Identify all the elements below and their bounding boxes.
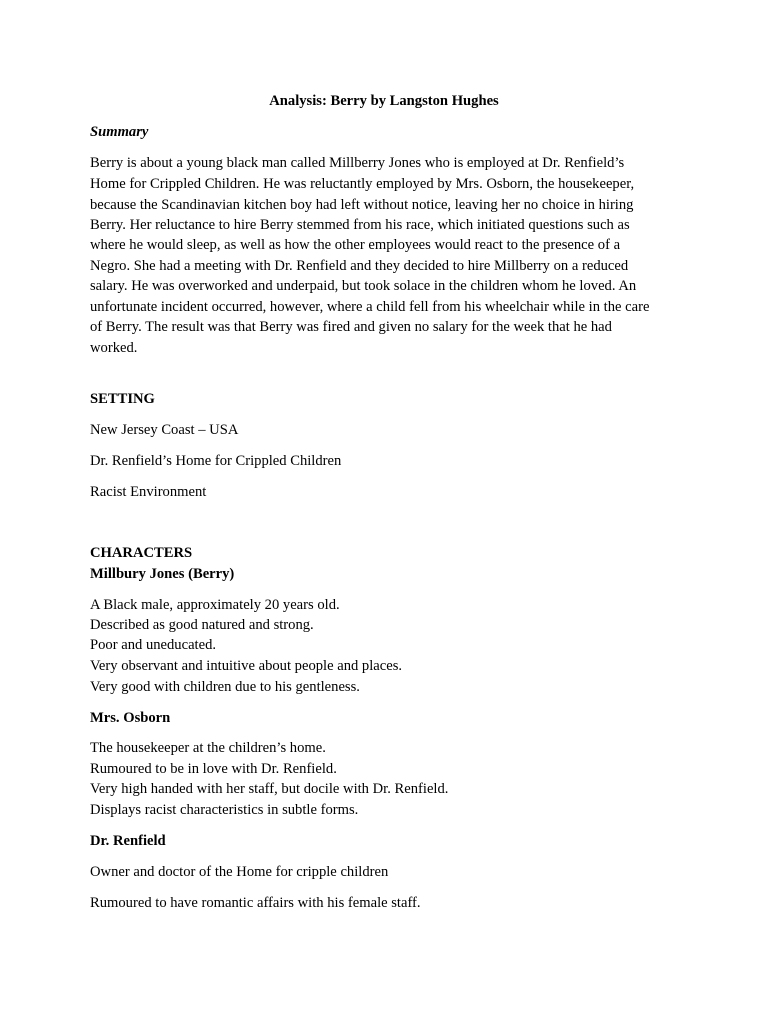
osborn-trait: Rumoured to be in love with Dr. Renfield. [90, 761, 337, 777]
summary-line: Negro. She had a meeting with Dr. Renfield and they decided to hire Millberry on a reduced [90, 258, 629, 274]
summary-line: Home for Crippled Children. He was reluctantly employed by Mrs. Osborn, the housekeeper, [90, 176, 635, 192]
berry-trait: Poor and uneducated. [90, 637, 217, 653]
berry-trait: A Black male, approximately 20 years old. [90, 597, 340, 613]
document-title: Analysis: Berry by Langston Hughes [269, 93, 499, 109]
character-berry-heading: Millbury Jones (Berry) [90, 566, 235, 582]
summary-line: of Berry. The result was that Berry was fired and given no salary for the week that he had [90, 319, 612, 335]
berry-trait: Described as good natured and strong. [90, 617, 314, 633]
osborn-trait: The housekeeper at the children’s home. [90, 740, 326, 756]
summary-line: where he would sleep, as well as how the other employees would react to the presence of a [90, 237, 621, 253]
character-renfield-heading: Dr. Renfield [90, 833, 166, 849]
setting-item: Dr. Renfield’s Home for Crippled Children [90, 453, 342, 469]
summary-line: Berry is about a young black man called Millberry Jones who is employed at Dr. Renfield’s [90, 155, 625, 171]
character-osborn-heading: Mrs. Osborn [90, 710, 171, 726]
setting-item: New Jersey Coast – USA [90, 422, 239, 438]
osborn-trait: Very high handed with her staff, but docile with Dr. Renfield. [90, 781, 449, 797]
summary-line: Berry. Her reluctance to hire Berry stemmed from his race, which initiated questions such as [90, 217, 630, 233]
characters-heading: CHARACTERS [90, 545, 193, 561]
setting-heading: SETTING [90, 391, 155, 407]
renfield-trait: Owner and doctor of the Home for cripple children [90, 864, 389, 880]
berry-trait: Very good with children due to his gentleness. [90, 679, 360, 695]
setting-item: Racist Environment [90, 484, 207, 500]
summary-line: salary. He was overworked and underpaid, but took solace in the children whom he loved. An [90, 278, 637, 294]
summary-heading: Summary [90, 124, 149, 140]
summary-line: unfortunate incident occurred, however, where a child fell from his wheelchair while in the care [90, 299, 650, 315]
summary-line: worked. [90, 340, 138, 356]
summary-line: because the Scandinavian kitchen boy had left without notice, leaving her no choice in hiring [90, 197, 634, 213]
berry-trait: Very observant and intuitive about people and places. [90, 658, 403, 674]
renfield-trait: Rumoured to have romantic affairs with his female staff. [90, 895, 421, 911]
osborn-trait: Displays racist characteristics in subtle forms. [90, 802, 359, 818]
